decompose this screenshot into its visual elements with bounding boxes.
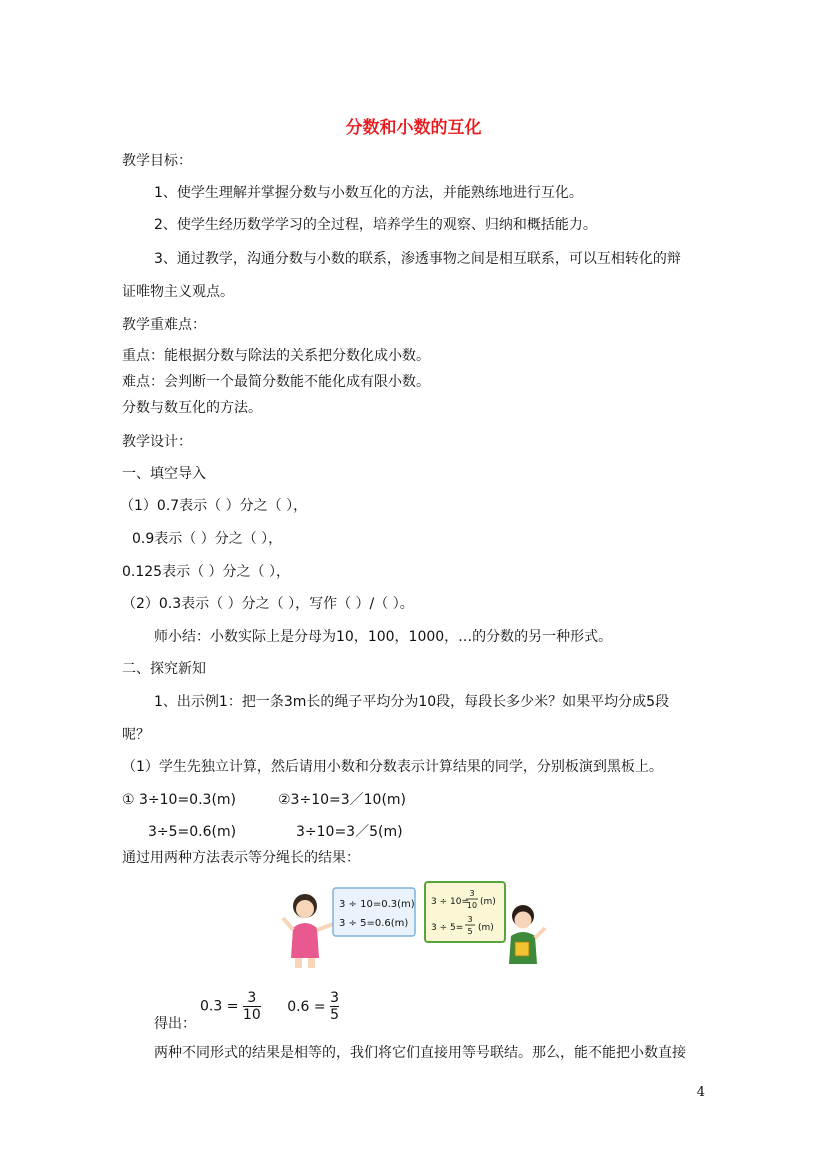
- goal-item-3-continued: 证唯物主义观点。: [122, 284, 234, 300]
- right-board-line-2-denominator: 5: [467, 927, 473, 936]
- example-1: 1、出示例1：把一条3m长的绳子平均分为10段，每段长多少米？如果平均分成5段: [154, 694, 670, 710]
- goal-heading: 教学目标：: [122, 153, 192, 169]
- right-board-line-2-numerator: 3: [467, 915, 473, 924]
- question-4: （2）0.3表示（ ）分之（ ），写作（ ）/（ ）。: [122, 596, 414, 612]
- equality-formula: [200, 990, 339, 1023]
- right-board-line-2-prefix: 3 ÷ 5=: [431, 923, 464, 933]
- formula-b-left: 0.6 =: [287, 998, 326, 1015]
- classroom-illustration: [275, 880, 551, 970]
- method-line: 分数与数互化的方法。: [122, 400, 262, 416]
- calc-decimal-1: ① 3÷10=0.3(m): [122, 792, 237, 808]
- formula-a-denominator: 10: [242, 1007, 261, 1023]
- result-intro: 通过用两种方法表示等分绳长的结果：: [122, 850, 360, 866]
- boy-figure: [509, 905, 545, 964]
- step-1: （1）学生先独立计算，然后请用小数和分数表示计算结果的同学，分别板演到黑板上。: [122, 759, 663, 775]
- formula-a-fraction: [243, 990, 261, 1023]
- question-3: 0.125表示（ ）分之（ ），: [122, 564, 290, 580]
- formula-b-denominator: 5: [330, 1007, 340, 1023]
- right-board-line-1-prefix: 3 ÷ 10=: [431, 897, 469, 907]
- section-1-heading: 一、填空导入: [122, 466, 206, 482]
- calc-fraction-1: ②3÷10=3／10(m): [278, 792, 407, 808]
- formula-b-fraction: [330, 990, 339, 1023]
- goal-item-1: 1、使学生理解并掌握分数与小数互化的方法，并能熟练地进行互化。: [154, 185, 583, 201]
- formula-a-numerator: 3: [247, 990, 257, 1006]
- calc-fraction-2: 3÷10=3／5(m): [296, 824, 403, 840]
- calc-decimal-2: 3÷5=0.6(m): [148, 824, 237, 840]
- left-board-line-2: 3 ÷ 5=0.6(m): [339, 918, 409, 929]
- question-2: 0.9表示（ ）分之（ ），: [132, 531, 283, 547]
- key-point: 重点：能根据分数与除法的关系把分数化成小数。: [122, 348, 430, 364]
- closing-line: 两种不同形式的结果是相等的，我们将它们直接用等号联结。那么，能不能把小数直接: [154, 1045, 686, 1061]
- page-title: 分数和小数的互化: [345, 118, 482, 138]
- right-board-line-1-denominator: 10: [466, 901, 478, 910]
- section-2-heading: 二、探究新知: [122, 661, 206, 677]
- question-1: （1）0.7表示（ ）分之（ ），: [120, 498, 308, 514]
- formula-a-left: 0.3 =: [200, 998, 239, 1015]
- teacher-summary: 师小结：小数实际上是分母为10，100，1000，…的分数的另一种形式。: [154, 629, 613, 645]
- goal-item-2: 2、使学生经历数学学习的全过程，培养学生的观察、归纳和概括能力。: [154, 217, 597, 233]
- right-board-line-2-unit: (m): [478, 923, 494, 933]
- goal-item-3: 3、通过教学，沟通分数与小数的联系，渗透事物之间是相互联系，可以互相转化的辩: [154, 251, 681, 267]
- page-number: 4: [696, 1085, 705, 1100]
- right-board-line-1-numerator: 3: [469, 889, 475, 898]
- left-board-line-1: 3 ÷ 10=0.3(m): [339, 899, 415, 910]
- difficulty-heading: 教学重难点：: [122, 317, 206, 333]
- formula-b-numerator: 3: [330, 990, 340, 1006]
- girl-figure: [283, 894, 333, 968]
- right-board-line-1-unit: (m): [480, 897, 496, 907]
- difficult-point: 难点：会判断一个最简分数能不能化成有限小数。: [122, 374, 430, 390]
- design-heading: 教学设计：: [122, 434, 192, 450]
- conclusion-label: 得出：: [154, 1016, 196, 1032]
- example-1-continued: 呢？: [122, 727, 150, 743]
